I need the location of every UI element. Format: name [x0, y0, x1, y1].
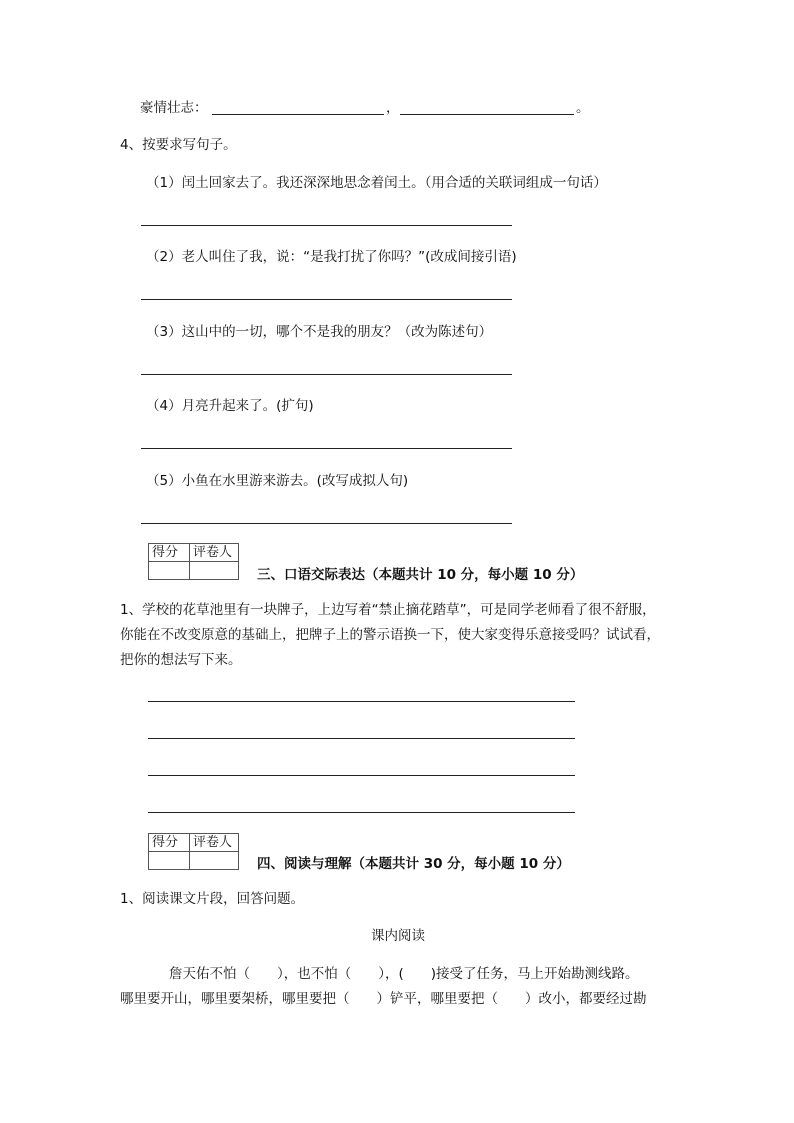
section4-q1: 1、阅读课文片段，回答问题。 — [120, 891, 305, 907]
section3-q1-line-1: 1、学校的花草池里有一块牌子，上边写着“禁止摘花踏草”，可是同学老师看了很不舒服， — [120, 602, 656, 618]
q4-item-5: （5）小鱼在水里游来游去。(改写成拟人句) — [146, 473, 409, 489]
q4-item-2: （2）老人叫住了我，说：“是我打扰了你吗？”(改成间接引语) — [146, 249, 517, 265]
answer-line[interactable] — [141, 374, 512, 375]
grader-label: 评卷人 — [190, 544, 239, 562]
answer-line[interactable] — [148, 738, 575, 739]
passage-line-2: 哪里要开山，哪里要架桥，哪里要把（ ）铲平，哪里要把（ ）改小，都要经过勘 — [120, 991, 647, 1007]
answer-line[interactable] — [148, 701, 575, 702]
q4-item-1: （1）闰土回家去了。我还深深地思念着闰土。（用合适的关联词组成一句话） — [146, 175, 607, 191]
answer-line[interactable] — [141, 225, 512, 226]
score-box — [148, 833, 239, 870]
top-line-period: 。 — [576, 100, 590, 116]
answer-line[interactable] — [148, 812, 575, 813]
answer-line[interactable] — [141, 448, 512, 449]
top-line-label: 豪情壮志： — [140, 100, 208, 116]
score-cell[interactable] — [149, 562, 190, 580]
answer-line[interactable] — [148, 775, 575, 776]
grader-cell[interactable] — [190, 852, 239, 870]
answer-line[interactable] — [141, 299, 512, 300]
section3-title: 三、口语交际表达（本题共计 10 分，每小题 10 分） — [257, 567, 584, 583]
section4-title: 四、阅读与理解（本题共计 30 分，每小题 10 分） — [257, 856, 570, 872]
answer-line[interactable] — [212, 114, 384, 115]
grader-cell[interactable] — [190, 562, 239, 580]
section3-q1-line-2: 你能在不改变原意的基础上，把牌子上的警示语换一下，使大家变得乐意接受吗？试试看， — [120, 627, 660, 643]
answer-line[interactable] — [400, 114, 574, 115]
score-label: 得分 — [149, 544, 190, 562]
passage-title: 课内阅读 — [371, 928, 425, 944]
score-box — [148, 543, 239, 580]
score-label: 得分 — [149, 834, 190, 852]
score-cell[interactable] — [149, 852, 190, 870]
answer-line[interactable] — [141, 523, 512, 524]
q4-title: 4、按要求写句子。 — [120, 137, 237, 153]
top-line-comma: ， — [386, 100, 400, 116]
section3-q1-line-3: 把你的想法写下来。 — [120, 652, 242, 668]
grader-label: 评卷人 — [190, 834, 239, 852]
q4-item-4: （4）月亮升起来了。(扩句) — [146, 398, 314, 414]
q4-item-3: （3）这山中的一切，哪个不是我的朋友？（改为陈述句） — [146, 324, 493, 340]
passage-line-1: 詹天佑不怕（ ），也不怕（ ），( )接受了任务，马上开始勘测线路。 — [169, 966, 639, 982]
